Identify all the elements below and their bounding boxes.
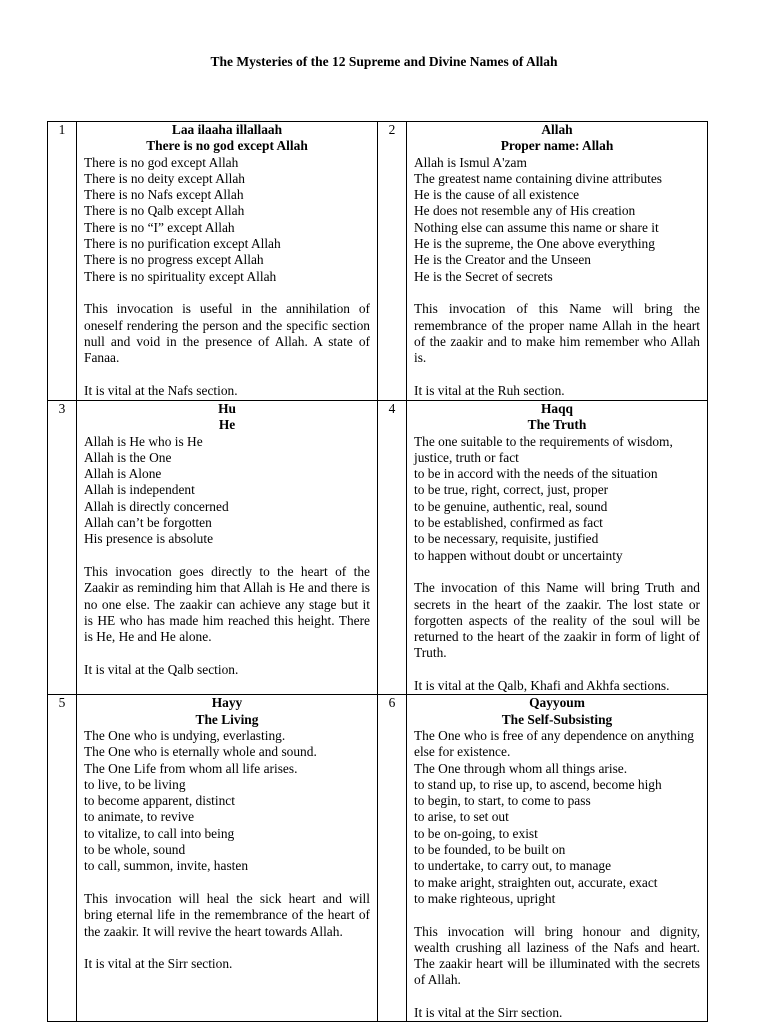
- attribute-line: There is no Qalb except Allah: [84, 203, 245, 219]
- attribute-line: to be in accord with the needs of the situation: [414, 466, 658, 482]
- spacer: [84, 645, 370, 661]
- attribute-line: The One who is free of any dependence on anything else for existence.: [414, 727, 694, 760]
- entry-cell: [407, 122, 708, 401]
- entry-cell: [407, 695, 708, 1022]
- entry-number: 1: [48, 122, 77, 401]
- attribute-line: There is no spirituality except Allah: [84, 268, 277, 284]
- entry-cell: [77, 695, 378, 1022]
- entry-meaning: The Truth: [527, 417, 587, 433]
- entry-description: This invocation of this Name will bring the remembrance of the proper name Allah in the heart of the zaakir and to make him remember who Allah is.: [414, 301, 700, 366]
- attribute-line: to be founded, to be built on: [414, 842, 566, 858]
- spacer: [84, 285, 370, 301]
- entry-vital-section: It is vital at the Nafs section.: [84, 382, 238, 398]
- table-row: [48, 122, 708, 401]
- attribute-line: to make righteous, upright: [414, 890, 556, 906]
- attribute-line: Allah is directly concerned: [84, 498, 229, 514]
- table-row: [48, 401, 708, 695]
- attribute-line: He is the cause of all existence: [414, 187, 580, 203]
- attribute-line: to be necessary, requisite, justified: [414, 531, 599, 547]
- entry-meaning: There is no god except Allah: [146, 138, 308, 154]
- spacer: [84, 366, 370, 382]
- attribute-line: He is the supreme, the One above everything: [414, 236, 655, 252]
- entry-vital-section: It is vital at the Sirr section.: [84, 956, 233, 972]
- entry-description: This invocation will heal the sick heart and will bring eternal life in the remembrance of the heart of the zaakir. It will revive the heart towards Allah.: [84, 890, 370, 939]
- entry-vital-section: It is vital at the Sirr section.: [414, 1004, 563, 1020]
- spacer: [84, 548, 370, 564]
- attribute-line: There is no deity except Allah: [84, 170, 246, 186]
- attribute-line: to stand up, to rise up, to ascend, become high: [414, 776, 662, 792]
- attribute-line: Allah can’t be forgotten: [84, 515, 212, 531]
- attribute-line: Allah is He who is He: [84, 433, 203, 449]
- attribute-line: He is the Secret of secrets: [414, 268, 553, 284]
- entry-meaning: The Self-Subsisting: [501, 711, 613, 727]
- attribute-line: Allah is Alone: [84, 466, 162, 482]
- table-row: [48, 695, 708, 1022]
- entry-description: This invocation is useful in the annihilation of oneself rendering the person and the specific section null and void in the presence of Allah. A state of Fanaa.: [84, 301, 370, 366]
- attribute-line: The One through whom all things arise.: [414, 760, 628, 776]
- attribute-line: to be genuine, authentic, real, sound: [414, 498, 608, 514]
- spacer: [414, 989, 700, 1005]
- entry-cell: [77, 122, 378, 401]
- attribute-line: The one suitable to the requirements of wisdom, justice, truth or fact: [414, 433, 673, 465]
- entry-number: 2: [378, 122, 407, 401]
- entry-name: Laa ilaaha illallaah: [171, 122, 283, 137]
- entry-number: 3: [48, 401, 77, 695]
- entry-name: Allah: [541, 122, 573, 137]
- attribute-line: to animate, to revive: [84, 809, 195, 825]
- attribute-line: There is no “I” except Allah: [84, 219, 235, 235]
- entry-vital-section: It is vital at the Qalb section.: [84, 661, 239, 677]
- attribute-line: The One Life from whom all life arises.: [84, 760, 298, 776]
- entry-number: 4: [378, 401, 407, 695]
- attribute-line: to be established, confirmed as fact: [414, 515, 603, 531]
- entry-meaning: He: [218, 417, 236, 433]
- entry-cell: [407, 401, 708, 695]
- entry-meaning: The Living: [195, 711, 259, 727]
- attribute-line: The greatest name containing divine attributes: [414, 170, 663, 186]
- attribute-line: to become apparent, distinct: [84, 793, 235, 809]
- attribute-line: to call, summon, invite, hasten: [84, 858, 249, 874]
- spacer: [414, 285, 700, 301]
- spacer: [414, 366, 700, 382]
- entry-description: This invocation goes directly to the heart of the Zaakir as reminding him that Allah is He and there is no one else. The zaakir can achieve any stage but it is HE who has made him reached this height. There is He, He and He alone.: [84, 563, 370, 645]
- names-table: [47, 121, 708, 1022]
- attribute-line: Allah is the One: [84, 449, 172, 465]
- attribute-line: He is the Creator and the Unseen: [414, 252, 591, 268]
- spacer: [84, 940, 370, 956]
- attribute-line: to begin, to start, to come to pass: [414, 793, 591, 809]
- entry-name: Qayyoum: [529, 695, 585, 711]
- attribute-line: to be whole, sound: [84, 842, 186, 858]
- entry-meaning: Proper name: Allah: [500, 138, 614, 154]
- attribute-line: to arise, to set out: [414, 809, 509, 825]
- spacer: [84, 875, 370, 891]
- entry-name: Haqq: [540, 401, 573, 416]
- entry-name: Hu: [218, 401, 236, 416]
- attribute-line: to be true, right, correct, just, proper: [414, 482, 609, 498]
- attribute-line: He does not resemble any of His creation: [414, 203, 636, 219]
- entry-number: 6: [378, 695, 407, 1022]
- entry-description: This invocation will bring honour and dignity, wealth crushing all laziness of the Nafs and heart. The zaakir heart will be illuminated with the secrets of Allah.: [414, 923, 700, 988]
- attribute-line: to undertake, to carry out, to manage: [414, 858, 612, 874]
- spacer: [414, 662, 700, 678]
- attribute-line: His presence is absolute: [84, 531, 214, 547]
- attribute-line: to happen without doubt or uncertainty: [414, 547, 623, 563]
- attribute-line: to vitalize, to call into being: [84, 825, 235, 841]
- spacer: [414, 907, 700, 923]
- attribute-line: to make aright, straighten out, accurate, exact: [414, 874, 658, 890]
- attribute-line: There is no Nafs except Allah: [84, 187, 244, 203]
- attribute-line: Allah is independent: [84, 482, 195, 498]
- attribute-line: Allah is Ismul A'zam: [414, 154, 527, 170]
- attribute-line: to live, to be living: [84, 776, 186, 792]
- entry-number: 5: [48, 695, 77, 1022]
- entry-vital-section: It is vital at the Qalb, Khafi and Akhfa sections.: [414, 678, 670, 694]
- spacer: [414, 564, 700, 580]
- attribute-line: Nothing else can assume this name or share it: [414, 219, 659, 235]
- attribute-line: The One who is eternally whole and sound.: [84, 744, 317, 760]
- attribute-line: There is no god except Allah: [84, 154, 239, 170]
- attribute-line: The One who is undying, everlasting.: [84, 727, 286, 743]
- entry-description: The invocation of this Name will bring Truth and secrets in the heart of the zaakir. The lost state or forgotten aspects of the reality of the soul will be returned to the heart of the zaakir in form of light of Truth.: [414, 580, 700, 661]
- entry-cell: [77, 401, 378, 695]
- attribute-line: to be on-going, to exist: [414, 825, 538, 841]
- entry-vital-section: It is vital at the Ruh section.: [414, 382, 565, 398]
- entry-name: Hayy: [211, 695, 243, 711]
- attribute-line: There is no progress except Allah: [84, 252, 264, 268]
- attribute-line: There is no purification except Allah: [84, 236, 281, 252]
- page-title: The Mysteries of the 12 Supreme and Divine Names of Allah: [210, 54, 558, 69]
